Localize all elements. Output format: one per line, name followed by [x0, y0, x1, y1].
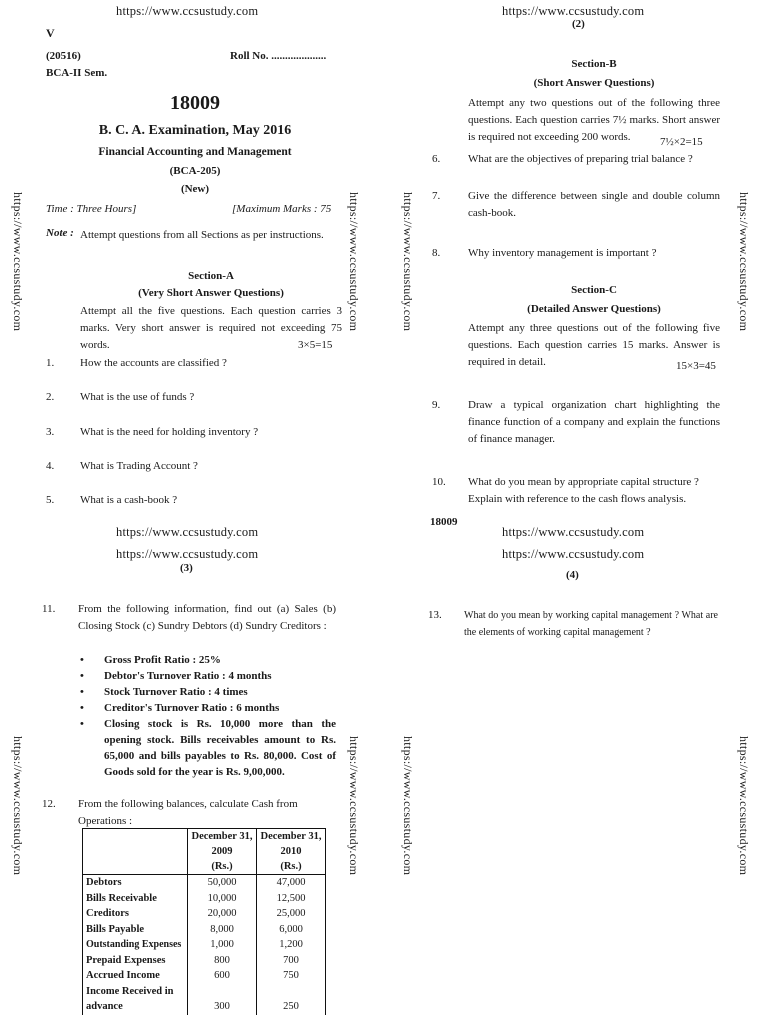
header-line: 2010 [280, 846, 302, 857]
table-row [83, 922, 326, 938]
page-number-2: (2) [572, 18, 585, 30]
question-number: 10. [432, 476, 446, 488]
question-number: 1. [46, 357, 55, 369]
table-cell-2010: 250 [257, 984, 326, 1015]
header-line: (Rs.) [280, 861, 302, 872]
table-row [83, 937, 326, 953]
list-item: • Closing stock is Rs. 10,000 more than the opening stock. Bills receivables amount to Rs. 65,000 and bills payables to Rs. 80,000. Cost of Goods sold for the year is Rs. 9,00,000. [78, 716, 336, 780]
table-cell-item: Prepaid Expenses [83, 953, 188, 969]
section-c-subtitle: (Detailed Answer Questions) [527, 303, 661, 315]
table-cell-item: Bills Payable [83, 922, 188, 938]
question-text: From the following information, find out (a) Sales (b) Closing Stock (c) Sundry Debtors (d) Sundry Creditors : [78, 603, 336, 632]
question-text: What is the need for holding inventory ? [80, 426, 259, 438]
section-c-instructions: Attempt any three questions out of the following five questions. Each question carries 15 marks. Answer is required in detail. [468, 322, 720, 368]
section-a-marks: 3×5=15 [298, 339, 333, 351]
exam-title: B. C. A. Examination, May 2016 [98, 123, 292, 138]
question-text: What are the objectives of preparing trial balance ? [468, 153, 693, 165]
table-cell-2009: 20,000 [188, 906, 257, 922]
table-cell-2010: 700 [257, 953, 326, 969]
table-cell-item: Bills Receivable [83, 891, 188, 907]
table-row [83, 906, 326, 922]
balances-table [82, 828, 326, 1015]
section-c-marks: 15×3=45 [676, 360, 716, 372]
section-b-instructions: Attempt any two questions out of the following three questions. Each question carries 7½ marks. Short answer is required not exceeding 200 words. [468, 97, 720, 143]
header-line: 2009 [211, 846, 233, 857]
table-cell-item: Accrued Income [83, 968, 188, 984]
page-number-3: (3) [180, 562, 193, 574]
table-cell-2010: 25,000 [257, 906, 326, 922]
list-item: • Debtor's Turnover Ratio : 4 months [78, 668, 336, 684]
watermark-url-top-left: https://www.ccsustudy.com [116, 4, 259, 18]
table-header-2009 [188, 829, 257, 875]
section-a-subtitle: (Very Short Answer Questions) [138, 287, 284, 299]
question-text: What is the use of funds ? [80, 391, 195, 403]
question-number: 8. [432, 247, 441, 259]
section-b-subtitle: (Short Answer Questions) [533, 77, 655, 89]
question-text: What is a cash-book ? [80, 494, 178, 506]
table-header-blank [83, 829, 188, 875]
table-cell-item: Outstanding Expenses [83, 937, 188, 953]
time-allowed: Time : Three Hours] [46, 203, 137, 215]
side-watermark-left-top: https://www.ccsustudy.com [11, 192, 25, 332]
question-text: What is Trading Account ? [80, 460, 198, 472]
table-row [83, 968, 326, 984]
table-cell-2009: 600 [188, 968, 257, 984]
question-text: Draw a typical organization chart highlighting the finance function of a company and explain the functions of finance manager. [468, 399, 720, 445]
table-row [83, 953, 326, 969]
semester: BCA-II Sem. [46, 67, 108, 79]
table-cell-2009: 1,000 [188, 937, 257, 953]
list-item: • Gross Profit Ratio : 25% [78, 652, 336, 668]
question-number: 2. [46, 391, 55, 403]
exam-code: 18009 [170, 92, 220, 114]
watermark-url: https://www.ccsustudy.com [116, 525, 259, 539]
maximum-marks: [Maximum Marks : 75 [232, 203, 332, 215]
question-text: What do you mean by appropriate capital structure ? Explain with reference to the cash flows analysis. [468, 476, 699, 505]
question-text: From the following balances, calculate Cash from Operations : [78, 798, 298, 827]
table-cell-2010: 12,500 [257, 891, 326, 907]
list-item: • Stock Turnover Ratio : 4 times [78, 684, 336, 700]
section-b-marks: 7½×2=15 [660, 136, 703, 148]
table-row [83, 875, 326, 891]
table-cell-2009: 50,000 [188, 875, 257, 891]
question-text: Give the difference between single and double column cash-book. [468, 190, 720, 219]
note-label: Note : [46, 227, 74, 239]
table-cell-item: Creditors [83, 906, 188, 922]
question-number: 5. [46, 494, 55, 506]
table-header-2010 [257, 829, 326, 875]
question-number: 3. [46, 426, 55, 438]
table-cell-item: Income Received in advance [83, 984, 188, 1015]
header-line: (Rs.) [211, 861, 233, 872]
question-number: 7. [432, 190, 441, 202]
table-cell-2009: 800 [188, 953, 257, 969]
table-header-row [83, 829, 326, 875]
table-cell-2010: 47,000 [257, 875, 326, 891]
table-cell-2009: 8,000 [188, 922, 257, 938]
table-cell-2009: 10,000 [188, 891, 257, 907]
table-cell-2009: 300 [188, 984, 257, 1015]
side-watermark-mid-left-bottom: https://www.ccsustudy.com [347, 736, 361, 876]
question-text: Why inventory management is important ? [468, 247, 657, 259]
scheme: (New) [180, 183, 210, 195]
ratio-list [78, 652, 336, 780]
question-number: 6. [432, 153, 441, 165]
watermark-url: https://www.ccsustudy.com [116, 547, 259, 561]
question-number: 4. [46, 460, 55, 472]
table-cell-item: Debtors [83, 875, 188, 891]
list-item: • Creditor's Turnover Ratio : 6 months [78, 700, 336, 716]
question-number: 9. [432, 399, 441, 411]
side-watermark-mid-right-bottom: https://www.ccsustudy.com [401, 736, 415, 876]
subject-title: Financial Accounting and Management [98, 146, 292, 158]
page-number-4: (4) [566, 569, 579, 581]
section-a-title: Section-A [188, 270, 234, 282]
header-line: December 31, [191, 831, 253, 842]
side-watermark-mid-right-top: https://www.ccsustudy.com [401, 192, 415, 332]
footer-exam-code: 18009 [430, 516, 458, 528]
section-b-title: Section-B [571, 58, 617, 70]
watermark-url: https://www.ccsustudy.com [502, 547, 645, 561]
side-watermark-right-top: https://www.ccsustudy.com [737, 192, 751, 332]
watermark-url-top-right: https://www.ccsustudy.com [502, 4, 645, 18]
side-watermark-mid-left-top: https://www.ccsustudy.com [347, 192, 361, 332]
roll-number-field: Roll No. .................... [230, 50, 327, 62]
header-line: December 31, [260, 831, 322, 842]
table-row [83, 891, 326, 907]
course-code: (BCA-205) [169, 165, 221, 177]
question-number: 13. [428, 609, 442, 621]
section-c-title: Section-C [571, 284, 617, 296]
question-number: 11. [42, 603, 56, 615]
question-number: 12. [42, 798, 56, 810]
table-row [83, 984, 326, 1015]
corner-mark: V [46, 26, 55, 40]
side-watermark-left-bottom: https://www.ccsustudy.com [11, 736, 25, 876]
table-cell-2010: 1,200 [257, 937, 326, 953]
watermark-url: https://www.ccsustudy.com [502, 525, 645, 539]
side-watermark-right-bottom: https://www.ccsustudy.com [737, 736, 751, 876]
paper-code: (20516) [46, 50, 81, 62]
question-text: What do you mean by working capital management ? What are the elements of working capital management ? [464, 610, 718, 638]
question-text: How the accounts are classified ? [80, 357, 227, 369]
note-text: Attempt questions from all Sections as per instructions. [80, 229, 324, 241]
table-cell-2010: 750 [257, 968, 326, 984]
table-cell-2010: 6,000 [257, 922, 326, 938]
section-a-instructions: Attempt all the five questions. Each question carries 3 marks. Very short answer is required not exceeding 75 words. [80, 305, 342, 351]
